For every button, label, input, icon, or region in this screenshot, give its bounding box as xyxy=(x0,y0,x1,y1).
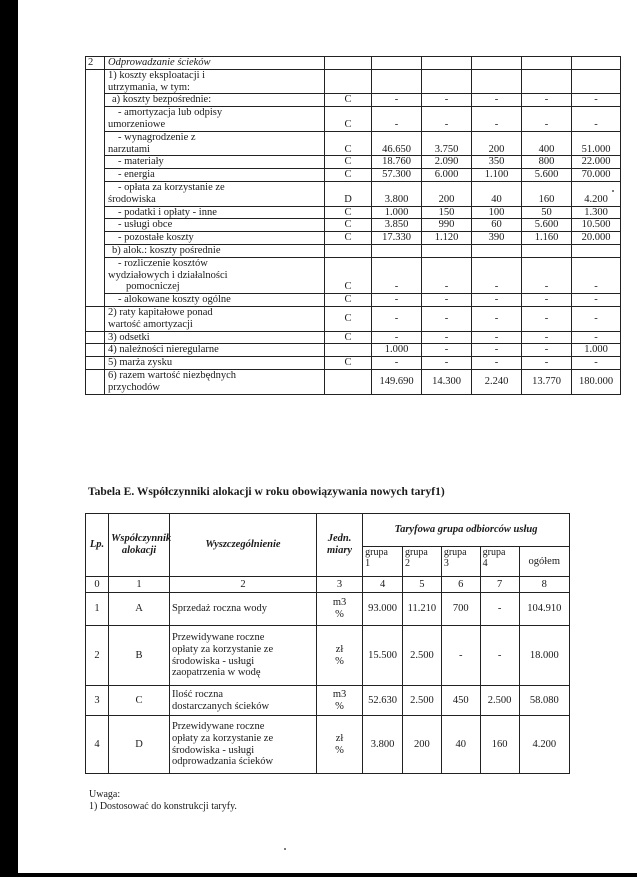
group-value: 2.500 xyxy=(403,686,442,716)
unit-header-line: miary xyxy=(326,545,353,556)
total-value: - xyxy=(572,306,621,331)
cost-code: C xyxy=(325,131,372,156)
group-number: 2 xyxy=(405,558,411,569)
cost-row xyxy=(86,156,621,169)
group-value: - xyxy=(422,344,472,357)
row-number-cell xyxy=(86,69,105,306)
group-value: 350 xyxy=(472,156,522,169)
index-cell: 6 xyxy=(441,577,480,593)
group-value: 800 xyxy=(522,156,572,169)
allocation-row xyxy=(86,593,570,626)
unit xyxy=(316,626,362,686)
specification xyxy=(169,626,316,686)
total-value: 1.000 xyxy=(572,344,621,357)
group-value: 18.760 xyxy=(372,156,422,169)
total-value: 18.000 xyxy=(519,626,570,686)
summary-row xyxy=(86,306,621,331)
cost-description xyxy=(105,369,325,394)
total-value: - xyxy=(572,257,621,293)
unit-line: zł xyxy=(335,732,344,744)
description-line: umorzeniowe xyxy=(108,118,166,130)
group-value: 13.770 xyxy=(522,369,572,394)
cost-description xyxy=(105,107,325,132)
group-value: 60 xyxy=(472,219,522,232)
unit-line: % xyxy=(335,744,344,756)
row-number-cell xyxy=(86,369,105,394)
group-value: 200 xyxy=(403,716,442,774)
cost-row xyxy=(86,244,621,257)
specification xyxy=(169,593,316,626)
group-label: grupa xyxy=(443,547,467,558)
section-title: Odprowadzanie ścieków xyxy=(105,57,325,70)
group-value: 400 xyxy=(522,131,572,156)
group-value: - xyxy=(522,94,572,107)
group-value: - xyxy=(472,94,522,107)
group-value: 46.650 xyxy=(372,131,422,156)
cost-description xyxy=(105,331,325,344)
specification-line: zaopatrzenia w wodę xyxy=(171,667,261,679)
total-value: 4.200 xyxy=(519,716,570,774)
summary-row xyxy=(86,344,621,357)
coefficient: A xyxy=(109,593,170,626)
specification-line: środowiska - usługi xyxy=(171,744,255,756)
group-value: 52.630 xyxy=(363,686,403,716)
cost-row xyxy=(86,219,621,232)
group-value xyxy=(422,69,472,94)
group-value: - xyxy=(422,257,472,293)
group-value: 700 xyxy=(441,593,480,626)
cost-row xyxy=(86,206,621,219)
group-value: 1.160 xyxy=(522,232,572,245)
group-value: - xyxy=(472,107,522,132)
group-value: 40 xyxy=(472,181,522,206)
allocation-row xyxy=(86,686,570,716)
footnote-text: 1) Dostosować do konstrukcji taryfy. xyxy=(89,801,237,812)
total-value: - xyxy=(572,94,621,107)
group-value: 2.500 xyxy=(480,686,519,716)
index-cell: 5 xyxy=(403,577,442,593)
specification xyxy=(169,716,316,774)
unit-header-line: Jedn. xyxy=(327,533,352,545)
row-number: 2 xyxy=(86,626,109,686)
cost-description xyxy=(105,94,325,107)
index-cell: 0 xyxy=(86,577,109,593)
total-value: 104.910 xyxy=(519,593,570,626)
index-cell: 3 xyxy=(316,577,362,593)
specification-line: odprowadzania ścieków xyxy=(171,756,274,768)
description-line: - energia xyxy=(118,169,155,181)
cost-row xyxy=(86,107,621,132)
cost-code: C xyxy=(325,357,372,370)
group-value xyxy=(372,69,422,94)
unit xyxy=(316,716,362,774)
cost-row xyxy=(86,169,621,182)
group-value: - xyxy=(472,306,522,331)
coef-header-line: Współczynnik xyxy=(111,533,172,545)
cost-code: C xyxy=(325,294,372,307)
row-number-cell xyxy=(86,344,105,357)
group-value: 5.600 xyxy=(522,219,572,232)
total-value: - xyxy=(572,294,621,307)
cost-code: C xyxy=(325,169,372,182)
group-value: - xyxy=(480,593,519,626)
cost-table xyxy=(85,56,621,395)
group-value: 2.090 xyxy=(422,156,472,169)
total-value: 4.200 xyxy=(572,181,621,206)
total-value: - xyxy=(572,357,621,370)
group-value xyxy=(422,244,472,257)
group-value: 3.800 xyxy=(372,181,422,206)
description-line: - podatki i opłaty - inne xyxy=(118,206,217,218)
group-value: 390 xyxy=(472,232,522,245)
description-line: 3) odsetki xyxy=(108,331,150,343)
group-value xyxy=(472,69,522,94)
cost-description xyxy=(105,344,325,357)
group-value: 160 xyxy=(522,181,572,206)
specification-line: dostarczanych ścieków xyxy=(171,700,270,712)
group-value: 3.800 xyxy=(363,716,403,774)
cost-row xyxy=(86,257,621,293)
cost-code: C xyxy=(325,257,372,293)
group-value: 1.100 xyxy=(472,169,522,182)
empty-cell xyxy=(472,57,522,70)
group-label: grupa xyxy=(365,547,388,558)
description-line: środowiska xyxy=(108,193,156,205)
group-value: - xyxy=(422,331,472,344)
group-label: grupa xyxy=(482,547,506,558)
specification xyxy=(169,686,316,716)
group-value: 990 xyxy=(422,219,472,232)
index-cell: 4 xyxy=(363,577,403,593)
unit-line: zł xyxy=(335,643,344,655)
group-value: - xyxy=(372,294,422,307)
group-value: - xyxy=(372,94,422,107)
specification-line: Przewidywane roczne xyxy=(171,631,265,643)
description-line: 5) marża zysku xyxy=(108,357,173,369)
total-value: 10.500 xyxy=(572,219,621,232)
group-value: 450 xyxy=(441,686,480,716)
group-value xyxy=(522,244,572,257)
cost-code: C xyxy=(325,156,372,169)
group-value: - xyxy=(372,331,422,344)
group-value: - xyxy=(441,626,480,686)
description-line: 2) raty kapitałowe ponad xyxy=(108,306,213,318)
row-number: 4 xyxy=(86,716,109,774)
total-value: - xyxy=(572,331,621,344)
cost-row xyxy=(86,94,621,107)
group-value: 2.500 xyxy=(403,626,442,686)
cost-description xyxy=(105,156,325,169)
group-3-header xyxy=(441,547,480,577)
specification-line: Ilość roczna xyxy=(171,688,223,700)
group-value: 100 xyxy=(472,206,522,219)
group-value: - xyxy=(372,107,422,132)
cost-description xyxy=(105,206,325,219)
total-value: 1.300 xyxy=(572,206,621,219)
description-line: a) koszty bezpośrednie: xyxy=(112,94,212,106)
cost-description xyxy=(105,244,325,257)
group-value: - xyxy=(472,344,522,357)
cost-code: C xyxy=(325,94,372,107)
cost-code xyxy=(325,244,372,257)
group-4-header xyxy=(480,547,519,577)
group-value: - xyxy=(522,257,572,293)
group-value: - xyxy=(522,344,572,357)
group-value: 2.240 xyxy=(472,369,522,394)
group-value: 1.120 xyxy=(422,232,472,245)
specification-line: opłaty za korzystanie ze xyxy=(171,732,274,744)
group-value: - xyxy=(522,294,572,307)
group-value: - xyxy=(372,257,422,293)
cost-description xyxy=(105,357,325,370)
cost-description xyxy=(105,294,325,307)
group-1-header xyxy=(363,547,403,577)
group-value: 17.330 xyxy=(372,232,422,245)
group-value: - xyxy=(422,357,472,370)
group-header: Taryfowa grupa odbiorców usług xyxy=(363,514,570,547)
group-value: 5.600 xyxy=(522,169,572,182)
cost-code: C xyxy=(325,331,372,344)
row-number: 1 xyxy=(86,593,109,626)
group-value: 1.000 xyxy=(372,344,422,357)
description-line: wartość amortyzacji xyxy=(108,318,193,330)
group-number: 1 xyxy=(365,558,371,569)
row-number-cell xyxy=(86,306,105,331)
group-value: 3.850 xyxy=(372,219,422,232)
group-value: 40 xyxy=(441,716,480,774)
group-value: 6.000 xyxy=(422,169,472,182)
cost-description xyxy=(105,306,325,331)
header-row xyxy=(86,514,570,547)
group-value xyxy=(472,244,522,257)
total-value: - xyxy=(572,107,621,132)
index-cell: 1 xyxy=(109,577,170,593)
description-line: - wynagrodzenie z xyxy=(118,131,196,143)
index-cell: 7 xyxy=(480,577,519,593)
description-line: 1) koszty eksploatacji i xyxy=(108,69,206,81)
group-value: - xyxy=(522,306,572,331)
group-value: 1.000 xyxy=(372,206,422,219)
description-line: utrzymania, w tym: xyxy=(108,81,190,93)
coef-header-line: alokacji xyxy=(121,545,157,556)
row-number: 3 xyxy=(86,686,109,716)
group-2-header xyxy=(403,547,442,577)
cost-description xyxy=(105,232,325,245)
group-value: - xyxy=(422,306,472,331)
cost-code xyxy=(325,69,372,94)
unit-line: m3 xyxy=(332,688,347,700)
cost-row xyxy=(86,181,621,206)
total-value: 51.000 xyxy=(572,131,621,156)
description-line: 4) należności nieregularne xyxy=(108,344,219,356)
description-line: - pozostałe koszty xyxy=(118,232,194,244)
group-value xyxy=(522,69,572,94)
empty-cell xyxy=(422,57,472,70)
description-line: - alokowane koszty ogólne xyxy=(118,294,231,306)
group-value: - xyxy=(522,331,572,344)
cost-code: C xyxy=(325,232,372,245)
group-value: 15.500 xyxy=(363,626,403,686)
cost-description xyxy=(105,131,325,156)
summary-row xyxy=(86,331,621,344)
total-value xyxy=(572,244,621,257)
cost-code: C xyxy=(325,206,372,219)
group-value: 200 xyxy=(472,131,522,156)
group-value: - xyxy=(472,257,522,293)
cost-code: C xyxy=(325,306,372,331)
group-value: 3.750 xyxy=(422,131,472,156)
group-value: - xyxy=(372,306,422,331)
section-number: 2 xyxy=(86,57,105,70)
description-line: - usługi obce xyxy=(118,219,173,231)
group-value: - xyxy=(472,357,522,370)
group-value: - xyxy=(522,107,572,132)
group-value: - xyxy=(422,94,472,107)
group-value: 50 xyxy=(522,206,572,219)
unit-header xyxy=(316,514,362,577)
allocation-row xyxy=(86,626,570,686)
row-number-cell xyxy=(86,331,105,344)
cost-row xyxy=(86,131,621,156)
description-line: pomocniczej xyxy=(126,281,180,293)
cost-row xyxy=(86,294,621,307)
group-value: 149.690 xyxy=(372,369,422,394)
scan-edge-bottom xyxy=(0,873,637,877)
unit-line: % xyxy=(335,655,344,667)
coefficient: C xyxy=(109,686,170,716)
cost-code: D xyxy=(325,181,372,206)
group-value: 57.300 xyxy=(372,169,422,182)
scan-speck xyxy=(612,190,614,192)
unit xyxy=(316,686,362,716)
index-cell: 2 xyxy=(169,577,316,593)
group-label: grupa xyxy=(405,547,428,558)
description-line: - rozliczenie kosztów xyxy=(118,257,208,269)
section-header-row xyxy=(86,57,621,70)
description-line: narzutami xyxy=(108,143,150,155)
index-row xyxy=(86,577,570,593)
spec-header: Wyszczególnienie xyxy=(169,514,316,577)
specification-line: Przewidywane roczne xyxy=(171,720,265,732)
group-number: 3 xyxy=(443,558,449,569)
cost-code xyxy=(325,369,372,394)
cost-description xyxy=(105,181,325,206)
specification-line: środowiska - usługi xyxy=(171,655,255,667)
unit-line: % xyxy=(335,700,344,712)
description-line: 6) razem wartość niezbędnych xyxy=(108,369,236,381)
description-line: - amortyzacja lub odpisy xyxy=(118,107,223,119)
total-value xyxy=(572,69,621,94)
group-value: 150 xyxy=(422,206,472,219)
description-line: przychodów xyxy=(108,381,160,393)
total-value: 180.000 xyxy=(572,369,621,394)
total-header: ogółem xyxy=(519,547,570,577)
group-value xyxy=(372,244,422,257)
group-value: 93.000 xyxy=(363,593,403,626)
total-value: 22.000 xyxy=(572,156,621,169)
row-number-cell xyxy=(86,357,105,370)
empty-cell xyxy=(572,57,621,70)
unit-line: m3 xyxy=(332,597,347,609)
scan-edge-left xyxy=(0,0,18,877)
allocation-row xyxy=(86,716,570,774)
group-value: 160 xyxy=(480,716,519,774)
description-line: - materiały xyxy=(118,156,164,168)
group-value: - xyxy=(472,294,522,307)
index-cell: 8 xyxy=(519,577,570,593)
total-value: 20.000 xyxy=(572,232,621,245)
summary-row xyxy=(86,357,621,370)
group-value: - xyxy=(372,357,422,370)
coef-header xyxy=(109,514,170,577)
total-value: 58.080 xyxy=(519,686,570,716)
specification-line: opłaty za korzystanie ze xyxy=(171,643,274,655)
lp-header: Lp. xyxy=(86,514,109,577)
allocation-table xyxy=(85,513,570,774)
coefficient: B xyxy=(109,626,170,686)
summary-row xyxy=(86,369,621,394)
unit-line: % xyxy=(335,609,344,620)
cost-description xyxy=(105,219,325,232)
group-value: - xyxy=(522,357,572,370)
cost-code xyxy=(325,344,372,357)
group-value: - xyxy=(472,331,522,344)
footnote xyxy=(89,789,237,813)
cost-row xyxy=(86,232,621,245)
description-line: wydziałowych i działalności xyxy=(108,269,228,281)
scan-speck xyxy=(284,848,286,850)
empty-cell xyxy=(522,57,572,70)
cost-code: C xyxy=(325,219,372,232)
group-value: - xyxy=(422,107,472,132)
table-caption: Tabela E. Współczynniki alokacji w roku obowiązywania nowych taryf1) xyxy=(88,486,445,498)
group-value: 14.300 xyxy=(422,369,472,394)
unit xyxy=(316,593,362,626)
cost-description xyxy=(105,169,325,182)
coefficient: D xyxy=(109,716,170,774)
group-value: 11.210 xyxy=(403,593,442,626)
description-line: b) alok.: koszty pośrednie xyxy=(112,244,221,256)
empty-cell xyxy=(325,57,372,70)
empty-cell xyxy=(372,57,422,70)
footnote-title: Uwaga: xyxy=(89,789,121,800)
group-value: - xyxy=(480,626,519,686)
total-value: 70.000 xyxy=(572,169,621,182)
cost-code: C xyxy=(325,107,372,132)
cost-description xyxy=(105,257,325,293)
group-number: 4 xyxy=(482,558,488,569)
group-value: 200 xyxy=(422,181,472,206)
specification-line: Sprzedaż roczna wody xyxy=(171,603,268,615)
cost-row xyxy=(86,69,621,94)
cost-description xyxy=(105,69,325,94)
description-line: - opłata za korzystanie ze xyxy=(118,181,225,193)
group-value: - xyxy=(422,294,472,307)
